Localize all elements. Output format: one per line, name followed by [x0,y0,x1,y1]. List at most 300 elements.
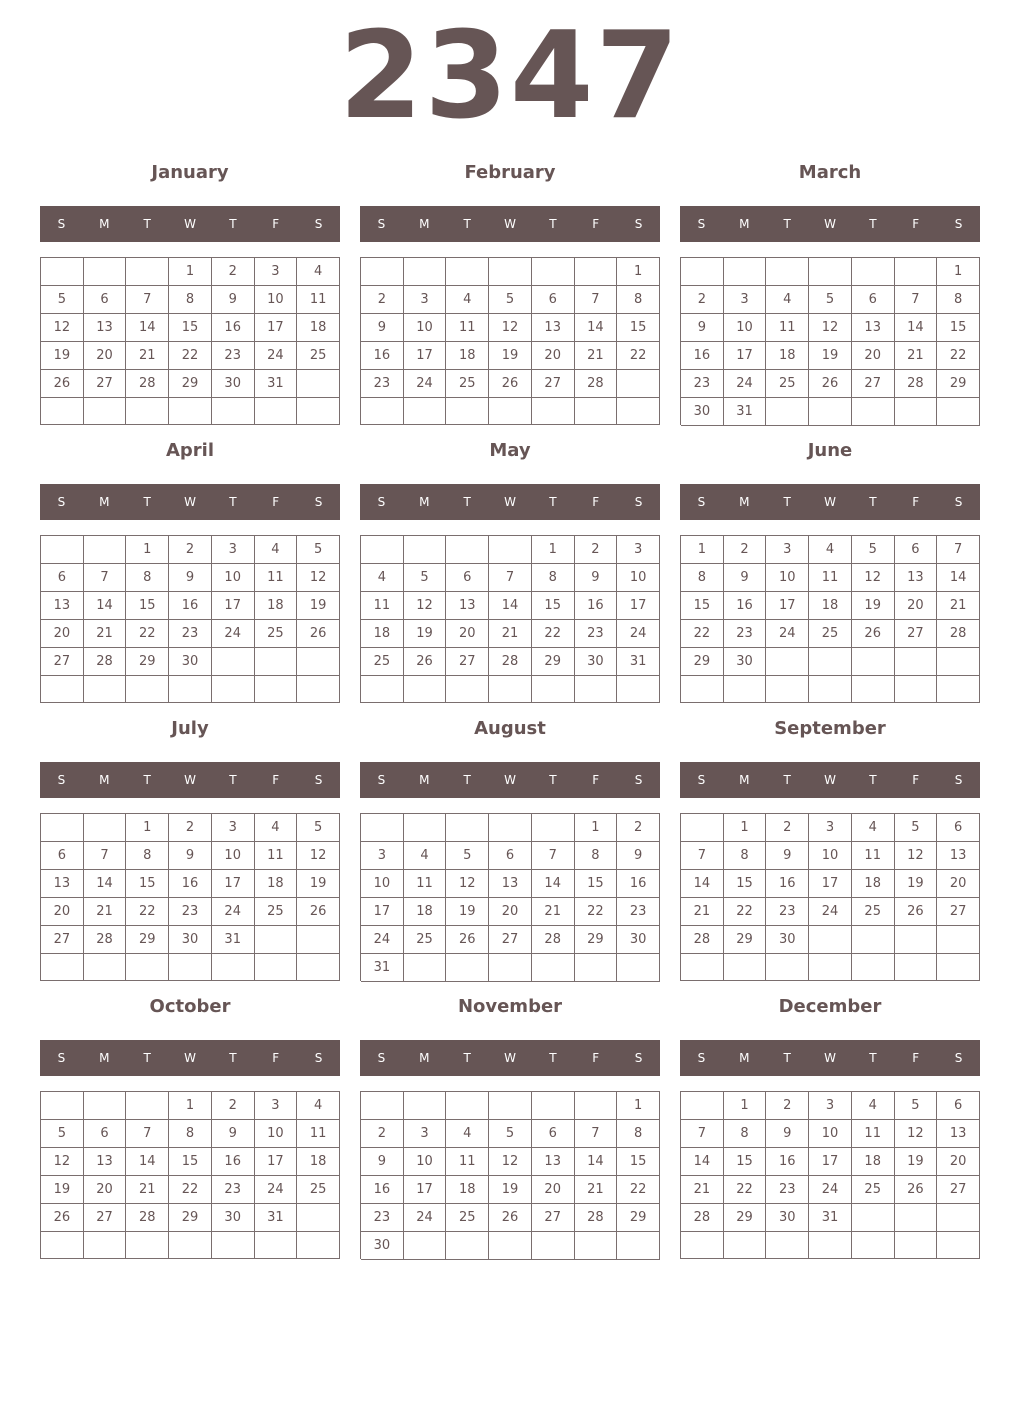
day-cell: 26 [404,648,447,676]
weekday-label: W [184,1051,196,1065]
day-cell: 14 [126,314,169,342]
day-cell: 9 [617,842,660,870]
empty-cell [937,1204,980,1232]
day-cell: 6 [41,842,84,870]
empty-cell [212,398,255,425]
weekday-label: T [549,217,557,231]
weekday-label: T [229,773,237,787]
day-cell: 25 [852,1176,895,1204]
day-cell: 30 [212,1204,255,1232]
weekday-header [40,206,340,242]
empty-cell [766,1232,809,1259]
day-cell: 1 [724,1092,767,1120]
day-cell: 14 [681,870,724,898]
day-cell: 6 [895,536,938,564]
day-cell: 8 [126,842,169,870]
empty-cell [937,1232,980,1259]
weekday-label: W [824,1051,836,1065]
empty-cell [575,1092,618,1120]
empty-cell [809,398,852,426]
empty-cell [681,814,724,842]
empty-cell [489,258,532,286]
weekday-label: W [504,773,516,787]
empty-cell [126,954,169,981]
empty-cell [404,954,447,982]
month-name: March [798,162,862,183]
day-cell: 30 [575,648,618,676]
day-cell: 11 [297,1120,340,1148]
day-cell: 22 [169,1176,212,1204]
empty-cell [446,1232,489,1260]
day-cell: 7 [575,286,618,314]
day-cell: 3 [212,536,255,564]
day-cell: 17 [212,870,255,898]
day-cell: 9 [361,314,404,342]
day-cell: 21 [489,620,532,648]
day-cell: 4 [255,814,298,842]
empty-cell [895,926,938,954]
day-cell: 13 [446,592,489,620]
empty-cell [404,536,447,564]
day-cell: 26 [297,620,340,648]
day-cell: 20 [937,870,980,898]
day-cell: 30 [766,926,809,954]
empty-cell [446,258,489,286]
day-cell: 28 [126,1204,169,1232]
day-cell: 9 [361,1148,404,1176]
empty-cell [532,676,575,703]
day-grid [40,1091,340,1259]
month-block-december [680,995,980,1259]
day-cell: 7 [575,1120,618,1148]
day-cell: 23 [617,898,660,926]
day-cell: 30 [212,370,255,398]
day-cell: 23 [169,620,212,648]
day-cell: 5 [852,536,895,564]
day-cell: 17 [212,592,255,620]
day-cell: 23 [575,620,618,648]
day-cell: 27 [895,620,938,648]
weekday-label: S [697,1051,706,1065]
day-cell: 3 [404,1120,447,1148]
day-cell: 22 [126,898,169,926]
weekday-label: S [634,1051,643,1065]
empty-cell [852,926,895,954]
weekday-label: W [824,773,836,787]
day-cell: 28 [575,1204,618,1232]
day-cell: 1 [617,258,660,286]
day-cell: 20 [532,342,575,370]
day-cell: 10 [255,286,298,314]
empty-cell [446,1092,489,1120]
day-cell: 20 [489,898,532,926]
weekday-label: F [272,773,280,787]
month-block-july [40,717,340,981]
empty-cell [575,676,618,703]
day-cell: 12 [41,314,84,342]
empty-cell [766,954,809,981]
day-cell: 27 [937,898,980,926]
empty-cell [361,258,404,286]
empty-cell [361,398,404,425]
empty-cell [532,814,575,842]
month-name: September [774,718,886,739]
empty-cell [41,536,84,564]
day-cell: 26 [489,1204,532,1232]
day-cell: 15 [575,870,618,898]
day-cell: 19 [489,1176,532,1204]
day-cell: 7 [895,286,938,314]
day-cell: 28 [895,370,938,398]
day-cell: 9 [169,842,212,870]
day-cell: 6 [937,814,980,842]
month-name: May [489,440,531,461]
day-cell: 6 [937,1092,980,1120]
empty-cell [41,398,84,425]
weekday-label: M [739,773,750,787]
day-cell: 8 [126,564,169,592]
day-cell: 26 [895,898,938,926]
day-cell: 20 [852,342,895,370]
day-cell: 13 [41,870,84,898]
day-cell: 13 [41,592,84,620]
day-cell: 2 [361,286,404,314]
day-cell: 4 [297,258,340,286]
day-cell: 27 [41,926,84,954]
month-name: April [165,440,215,461]
day-cell: 18 [255,870,298,898]
weekday-label: S [57,773,66,787]
day-cell: 5 [489,1120,532,1148]
day-cell: 4 [446,286,489,314]
day-cell: 26 [41,1204,84,1232]
empty-cell [489,1232,532,1260]
day-cell: 18 [766,342,809,370]
month-name: July [171,718,209,739]
empty-cell [126,1232,169,1259]
day-cell: 8 [617,1120,660,1148]
weekday-label: S [697,773,706,787]
weekday-label: T [229,217,237,231]
day-cell: 22 [126,620,169,648]
empty-cell [766,676,809,703]
day-cell: 26 [852,620,895,648]
day-cell: 11 [297,286,340,314]
empty-cell [852,1204,895,1232]
day-cell: 2 [575,536,618,564]
day-cell: 8 [724,842,767,870]
day-cell: 23 [212,1176,255,1204]
empty-cell [297,648,340,676]
weekday-label: T [549,773,557,787]
weekday-label: M [99,1051,110,1065]
day-cell: 2 [212,258,255,286]
day-cell: 11 [766,314,809,342]
day-cell: 21 [84,620,127,648]
weekday-label: F [592,1051,600,1065]
day-cell: 5 [489,286,532,314]
day-cell: 16 [617,870,660,898]
day-cell: 25 [255,620,298,648]
day-cell: 30 [724,648,767,676]
weekday-label: S [634,773,643,787]
empty-cell [446,676,489,703]
empty-cell [84,954,127,981]
day-cell: 6 [489,842,532,870]
day-cell: 29 [575,926,618,954]
month-name: December [778,996,882,1017]
empty-cell [895,954,938,981]
day-cell: 18 [809,592,852,620]
day-cell: 2 [766,814,809,842]
day-cell: 21 [532,898,575,926]
empty-cell [169,1232,212,1259]
day-cell: 21 [126,342,169,370]
day-cell: 11 [446,314,489,342]
weekday-label: T [143,495,151,509]
day-cell: 1 [575,814,618,842]
day-cell: 27 [489,926,532,954]
day-cell: 5 [297,536,340,564]
empty-cell [852,648,895,676]
weekday-label: S [314,773,323,787]
day-cell: 29 [169,370,212,398]
day-cell: 20 [41,620,84,648]
empty-cell [532,398,575,425]
empty-cell [404,814,447,842]
month-block-march [680,161,980,425]
weekday-label: S [634,495,643,509]
day-grid [680,1091,980,1259]
day-cell: 25 [404,926,447,954]
day-cell: 25 [446,370,489,398]
day-cell: 16 [169,592,212,620]
empty-cell [809,676,852,703]
day-cell: 3 [724,286,767,314]
weekday-label: T [463,1051,471,1065]
weekday-label: M [419,773,430,787]
day-cell: 15 [681,592,724,620]
weekday-label: M [739,495,750,509]
weekday-label: W [824,495,836,509]
day-cell: 25 [809,620,852,648]
day-cell: 14 [126,1148,169,1176]
month-block-september [680,717,980,981]
weekday-label: W [824,217,836,231]
weekday-label: F [592,773,600,787]
day-cell: 17 [809,1148,852,1176]
day-cell: 5 [41,286,84,314]
day-cell: 10 [404,314,447,342]
day-cell: 15 [617,1148,660,1176]
empty-cell [169,954,212,981]
weekday-label: F [272,1051,280,1065]
day-cell: 4 [766,286,809,314]
weekday-label: S [954,217,963,231]
empty-cell [212,676,255,703]
day-cell: 12 [41,1148,84,1176]
day-cell: 26 [489,370,532,398]
day-cell: 24 [255,1176,298,1204]
day-grid [680,257,980,425]
day-cell: 12 [446,870,489,898]
day-cell: 4 [361,564,404,592]
weekday-label: M [739,1051,750,1065]
day-cell: 14 [489,592,532,620]
day-cell: 2 [169,814,212,842]
empty-cell [169,676,212,703]
day-cell: 5 [895,1092,938,1120]
day-cell: 27 [41,648,84,676]
day-cell: 31 [212,926,255,954]
day-cell: 5 [446,842,489,870]
day-cell: 25 [852,898,895,926]
day-cell: 8 [724,1120,767,1148]
day-cell: 25 [255,898,298,926]
weekday-label: F [272,217,280,231]
empty-cell [617,954,660,982]
day-cell: 23 [681,370,724,398]
day-cell: 19 [297,592,340,620]
day-cell: 19 [404,620,447,648]
day-cell: 22 [724,1176,767,1204]
weekday-label: F [592,217,600,231]
empty-cell [809,926,852,954]
day-cell: 14 [895,314,938,342]
day-cell: 6 [84,286,127,314]
day-cell: 3 [212,814,255,842]
weekday-label: M [419,495,430,509]
day-cell: 29 [169,1204,212,1232]
empty-cell [297,1204,340,1232]
day-cell: 25 [297,1176,340,1204]
day-cell: 31 [255,1204,298,1232]
day-cell: 24 [809,1176,852,1204]
day-cell: 21 [84,898,127,926]
empty-cell [446,398,489,425]
day-cell: 14 [84,592,127,620]
day-cell: 7 [489,564,532,592]
day-cell: 4 [404,842,447,870]
empty-cell [852,1232,895,1259]
day-cell: 7 [84,564,127,592]
day-cell: 16 [212,1148,255,1176]
empty-cell [489,536,532,564]
day-cell: 18 [852,870,895,898]
day-cell: 16 [361,1176,404,1204]
day-cell: 17 [255,314,298,342]
day-cell: 8 [617,286,660,314]
empty-cell [575,1232,618,1260]
weekday-header [40,1040,340,1076]
empty-cell [895,258,938,286]
day-cell: 26 [895,1176,938,1204]
weekday-header [40,484,340,520]
weekday-label: T [549,495,557,509]
empty-cell [212,648,255,676]
day-cell: 8 [937,286,980,314]
empty-cell [361,814,404,842]
empty-cell [126,398,169,425]
empty-cell [617,398,660,425]
empty-cell [852,676,895,703]
day-cell: 3 [404,286,447,314]
day-cell: 14 [681,1148,724,1176]
day-cell: 8 [575,842,618,870]
day-cell: 31 [255,370,298,398]
day-cell: 2 [681,286,724,314]
empty-cell [41,1232,84,1259]
empty-cell [255,1232,298,1259]
day-cell: 4 [297,1092,340,1120]
day-cell: 27 [937,1176,980,1204]
day-cell: 4 [255,536,298,564]
day-cell: 17 [404,342,447,370]
day-cell: 23 [361,1204,404,1232]
day-cell: 30 [681,398,724,426]
day-cell: 1 [681,536,724,564]
day-cell: 22 [617,342,660,370]
empty-cell [617,676,660,703]
weekday-label: T [229,1051,237,1065]
empty-cell [84,814,127,842]
empty-cell [41,954,84,981]
weekday-label: T [869,773,877,787]
day-cell: 29 [126,926,169,954]
day-cell: 11 [361,592,404,620]
empty-cell [895,648,938,676]
day-cell: 15 [937,314,980,342]
empty-cell [575,398,618,425]
day-cell: 21 [937,592,980,620]
empty-cell [489,954,532,982]
weekday-label: W [504,217,516,231]
weekday-header [360,762,660,798]
day-grid [40,257,340,425]
day-cell: 6 [852,286,895,314]
day-cell: 16 [724,592,767,620]
day-cell: 5 [297,814,340,842]
empty-cell [852,258,895,286]
day-cell: 3 [809,814,852,842]
day-cell: 11 [852,842,895,870]
weekday-label: T [869,217,877,231]
day-cell: 19 [852,592,895,620]
day-cell: 10 [212,842,255,870]
day-cell: 29 [126,648,169,676]
day-cell: 4 [852,1092,895,1120]
day-cell: 23 [361,370,404,398]
day-cell: 1 [532,536,575,564]
empty-cell [84,258,127,286]
day-cell: 10 [361,870,404,898]
day-cell: 16 [212,314,255,342]
day-cell: 1 [169,1092,212,1120]
day-cell: 30 [169,648,212,676]
day-cell: 7 [681,1120,724,1148]
day-grid [40,535,340,703]
year-title: 2347 [339,7,681,146]
empty-cell [297,676,340,703]
weekday-label: T [229,495,237,509]
day-grid [680,535,980,703]
empty-cell [404,676,447,703]
day-cell: 2 [617,814,660,842]
day-cell: 3 [617,536,660,564]
month-block-november [360,995,660,1259]
day-cell: 15 [724,870,767,898]
day-cell: 10 [809,842,852,870]
